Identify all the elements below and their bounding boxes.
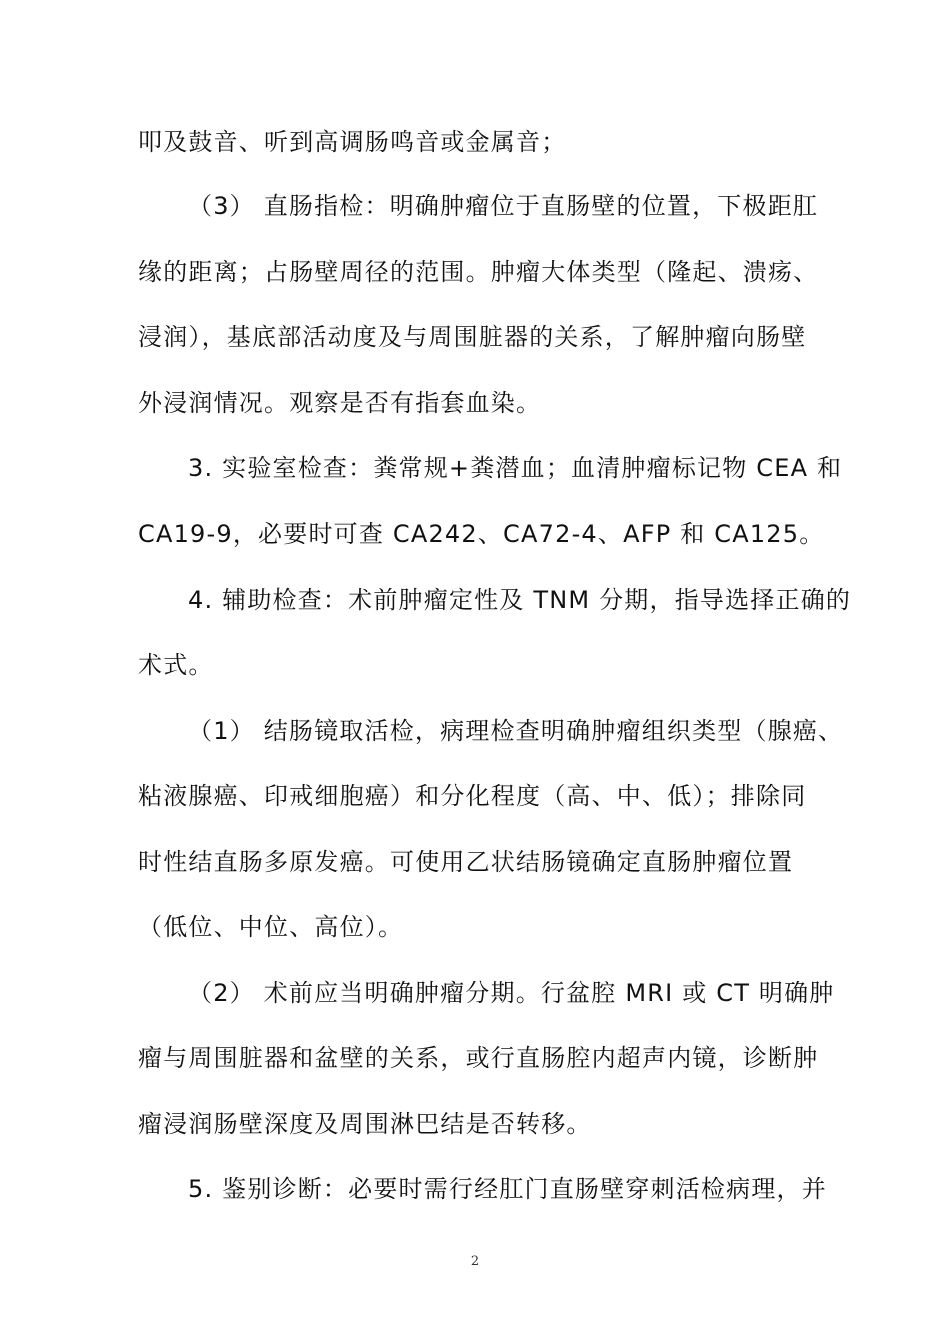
- text-line-3: 缘的距离；占肠壁周径的范围。肿瘤大体类型（隆起、溃疡、: [138, 258, 819, 286]
- text-line-16: 瘤浸润肠壁深度及周围淋巴结是否转移。: [138, 1110, 592, 1138]
- text-line-4: 浸润），基底部活动度及与周围脏器的关系，了解肿瘤向肠壁: [138, 323, 807, 351]
- text-line-14: （2） 术前应当明确肿瘤分期。行盆腔 MRI 或 CT 明确肿: [188, 979, 835, 1007]
- text-line-5: 外浸润情况。观察是否有指套血染。: [138, 389, 542, 417]
- text-line-11: 粘液腺癌、印戒细胞癌）和分化程度（高、中、低）；排除同: [138, 782, 807, 810]
- text-line-9: 术式。: [138, 651, 214, 679]
- page-number: 2: [470, 1254, 480, 1269]
- text-line-12: 时性结直肠多原发癌。可使用乙状结肠镜确定直肠肿瘤位置: [138, 848, 794, 876]
- text-line-2: （3） 直肠指检：明确肿瘤位于直肠壁的位置，下极距肛: [188, 192, 819, 220]
- text-line-15: 瘤与周围脏器和盆壁的关系，或行直肠腔内超声内镜，诊断肿: [138, 1044, 819, 1072]
- text-line-13: （低位、中位、高位）。: [138, 913, 404, 941]
- text-line-1: 叩及鼓音、听到高调肠鸣音或金属音；: [138, 128, 567, 156]
- text-line-6: 3. 实验室检查：粪常规+粪潜血；血清肿瘤标记物 CEA 和: [188, 454, 843, 482]
- text-line-8: 4. 辅助检查：术前肿瘤定性及 TNM 分期，指导选择正确的: [188, 586, 852, 614]
- text-line-7: CA19-9，必要时可查 CA242、CA72-4、AFP 和 CA125。: [138, 520, 825, 548]
- text-line-17: 5. 鉴别诊断：必要时需行经肛门直肠壁穿刺活检病理，并: [188, 1175, 827, 1203]
- text-line-10: （1） 结肠镜取活检，病理检查明确肿瘤组织类型（腺癌、: [188, 717, 844, 745]
